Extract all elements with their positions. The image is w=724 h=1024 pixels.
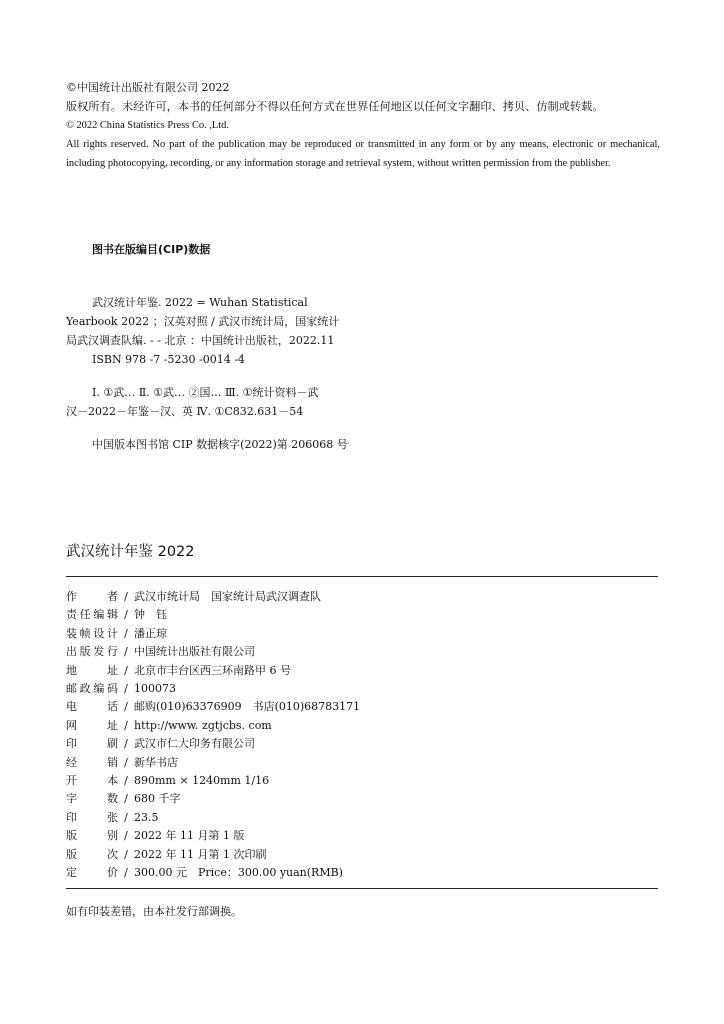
detail-separator: / xyxy=(124,645,128,659)
detail-row xyxy=(66,735,660,753)
copyright-en-notice: © 2022 China Statistics Press Co. ,Ltd. xyxy=(66,120,229,131)
cip-block xyxy=(66,240,660,259)
detail-value: 890mm × 1240mm 1/16 xyxy=(134,774,270,788)
detail-label: 字 数 xyxy=(66,792,118,806)
footer-block xyxy=(66,902,660,921)
detail-value: 钟 钰 xyxy=(134,608,167,622)
detail-label: 版 次 xyxy=(66,847,118,861)
detail-row xyxy=(66,717,660,735)
cip-record xyxy=(66,293,396,454)
detail-separator: / xyxy=(124,755,128,769)
copyright-en-rights: All rights reserved. No part of the publication may be reproduced or transmitted in any form or by any means, electronic or mechanical, including photocopying, recording, or any information storage and retrieval system, without written permission from the publisher. xyxy=(66,139,660,169)
top-divider xyxy=(66,576,658,577)
detail-label: 邮 政 编 码 xyxy=(66,682,118,696)
detail-row xyxy=(66,625,660,643)
footer-note: 如有印装差错，由本社发行部调换。 xyxy=(66,905,242,918)
detail-label: 责 任 编 辑 xyxy=(66,608,118,622)
detail-row xyxy=(66,698,660,716)
detail-label: 印 张 xyxy=(66,810,118,824)
publication-details xyxy=(66,588,660,883)
detail-label: 定 价 xyxy=(66,866,118,880)
detail-row xyxy=(66,846,660,864)
detail-value: 邮购(010)63376909 书店(010)68783171 xyxy=(134,700,361,714)
cip-heading: 图书在版编目(CIP)数据 xyxy=(92,243,211,256)
detail-row xyxy=(66,662,660,680)
detail-row xyxy=(66,809,660,827)
detail-row xyxy=(66,864,660,882)
detail-separator: / xyxy=(124,608,128,622)
book-title: 武汉统计年鉴 2022 xyxy=(66,544,195,560)
detail-label: 开 本 xyxy=(66,774,118,788)
detail-separator: / xyxy=(124,866,128,880)
cip-subject-line-1: Ⅰ. ①武… Ⅱ. ①武… ②国… Ⅲ. ①统计资料－武 xyxy=(92,386,319,399)
detail-label: 经 销 xyxy=(66,755,118,769)
detail-value: 武汉市仁大印务有限公司 xyxy=(134,737,255,751)
detail-separator: / xyxy=(124,590,128,603)
detail-separator: / xyxy=(124,829,128,843)
detail-separator: / xyxy=(124,682,128,696)
detail-separator: / xyxy=(124,774,128,788)
detail-value: 北京市丰台区西三环南路甲 6 号 xyxy=(134,663,291,677)
detail-value: 680 千字 xyxy=(134,792,181,806)
cip-isbn: ISBN 978 -7 -5230 -0014 -4 xyxy=(92,353,245,366)
detail-label: 网 址 xyxy=(66,718,118,732)
detail-row xyxy=(66,680,660,698)
cip-entry-line-2: Yearbook 2022 ；汉英对照 / 武汉市统计局，国家统计 xyxy=(66,315,340,328)
detail-separator: / xyxy=(124,718,128,732)
detail-separator: / xyxy=(124,737,128,751)
detail-row xyxy=(66,772,660,790)
detail-label: 电 话 xyxy=(66,700,118,714)
cip-entry-line-1: 武汉统计年鉴. 2022 = Wuhan Statistical xyxy=(92,296,308,309)
detail-row xyxy=(66,588,660,606)
detail-label: 作 者 xyxy=(66,590,118,603)
detail-row xyxy=(66,827,660,845)
detail-label: 装 帧 设 计 xyxy=(66,626,118,640)
detail-row xyxy=(66,754,660,772)
book-title-block xyxy=(66,540,660,561)
copyright-cn-rights: 版权所有。未经许可，本书的任何部分不得以任何方式在世界任何地区以任何文字翻印、拷贝、仿制或转载。 xyxy=(66,100,604,113)
detail-separator: / xyxy=(124,847,128,861)
detail-separator: / xyxy=(124,700,128,714)
copyright-cn-notice: ©中国统计出版社有限公司 2022 xyxy=(66,81,230,94)
detail-row xyxy=(66,606,660,624)
detail-row xyxy=(66,643,660,661)
detail-separator: / xyxy=(124,663,128,677)
detail-value: 潘正琼 xyxy=(134,626,167,640)
detail-value: http://www. zgtjcbs. com xyxy=(134,718,272,732)
detail-value: 中国统计出版社有限公司 xyxy=(134,645,255,659)
detail-value: 新华书店 xyxy=(134,755,178,769)
detail-separator: / xyxy=(124,792,128,806)
cip-entry-line-3: 局武汉调查队编. - - 北京 ：中国统计出版社，2022.11 xyxy=(66,334,335,347)
detail-separator: / xyxy=(124,626,128,640)
detail-value: 2022 年 11 月第 1 版 xyxy=(134,829,245,843)
detail-value: 2022 年 11 月第 1 次印刷 xyxy=(134,847,267,861)
detail-row xyxy=(66,790,660,808)
detail-label: 版 别 xyxy=(66,829,118,843)
detail-label: 印 刷 xyxy=(66,737,118,751)
detail-value: 23.5 xyxy=(134,810,159,824)
bottom-divider xyxy=(66,888,658,889)
detail-separator: / xyxy=(124,810,128,824)
detail-value: 300.00 元 Price：300.00 yuan(RMB) xyxy=(134,866,343,880)
cip-core-data: 中国版本图书馆 CIP 数据核字(2022)第 206068 号 xyxy=(92,438,348,451)
detail-value: 武汉市统计局 国家统计局武汉调查队 xyxy=(134,590,321,603)
cip-subject-line-2: 汉－2022－年鉴－汉、英 Ⅳ. ①C832.631－54 xyxy=(66,405,304,418)
detail-label: 出 版 发 行 xyxy=(66,645,118,659)
detail-value: 100073 xyxy=(134,682,176,696)
detail-label: 地 址 xyxy=(66,663,118,677)
copyright-block xyxy=(66,78,660,173)
